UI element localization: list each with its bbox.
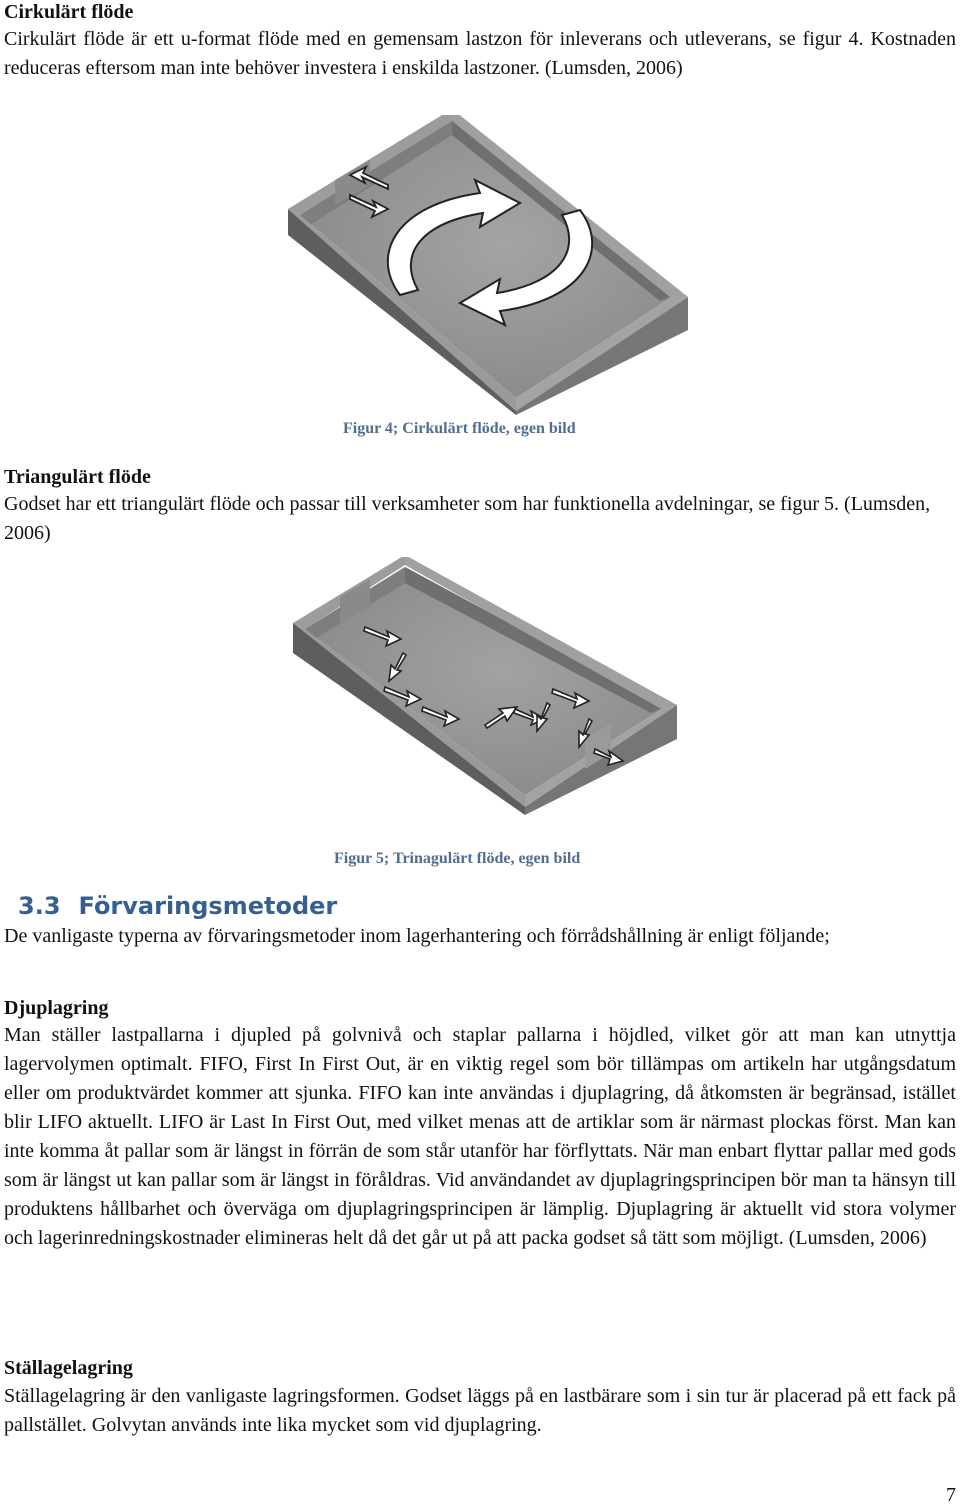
- section-number: 3.3: [18, 892, 61, 920]
- heading-deep-storage: Djuplagring: [4, 997, 109, 1019]
- paragraph-storage-intro: De vanligaste typerna av förvaringsmetoder inom lagerhantering och förrådshållning är enligt följande;: [4, 925, 830, 947]
- section-title: Förvaringsmetoder: [78, 892, 338, 920]
- heading-rack-storage: Ställagelagring: [4, 1357, 133, 1379]
- warehouse-box: [288, 115, 688, 415]
- heading-circular-flow: Cirkulärt flöde: [4, 1, 134, 23]
- paragraph-rack-storage: Ställagelagring är den vanligaste lagringsformen. Godset läggs på en lastbärare som i sin tur är placerad på ett fack på pallstället. Golvytan används inte lika mycket som vid djuplagring.: [4, 1385, 956, 1436]
- caption-figure-4: Figur 4; Cirkulärt flöde, egen bild: [343, 420, 576, 437]
- paragraph-circular-flow: Cirkulärt flöde är ett u-format flöde med en gemensam lastzon för inleverans och utleverans, se figur 4. Kostnaden reduceras eftersom man inte behöver investera i enskilda lastzoner. (Lumsden, 2006): [4, 28, 956, 79]
- paragraph-deep-storage: Man ställer lastpallarna i djupled på golvnivå och staplar pallarna i höjdled, vilket gör att man kan utnyttja lagervolymen optimalt. FIFO, First In First Out, är en viktig regel som bör tillämpas om artikeln har utgångsdatum eller om produktvärdet kommer att sjunka. FIFO kan inte användas i djuplagring, då åtkomsten är begränsad, istället blir LIFO aktuellt. LIFO är Last In First Out, med vilket menas att de artiklar som är närmast plockas först. Man kan inte komma åt pallar som är längst in förrän de som står utanför har förflyttats. När man enbart flyttar pallar med gods som är längst ut kan pallar som är längst in föråldras. Vid användandet av djuplagringsprincipen bör man ta hänsyn till produktens hållbarhet och överväga om djuplagringsprincipen är lämplig. Djuplagring är aktuellt vid stora volymer och lagerinredningskostnader elimineras helt då det går ut på att packa godset så tätt som möjligt. (Lumsden, 2006): [4, 1024, 956, 1249]
- paragraph-triangular-flow: Godset har ett triangulärt flöde och passar till verksamheter som har funktionella avdelningar, se figur 5. (Lumsden, 2006): [4, 493, 931, 544]
- caption-figure-5: Figur 5; Trinagulärt flöde, egen bild: [334, 850, 581, 867]
- figure-triangular-flow: [285, 557, 705, 827]
- section-heading-storage-methods: [18, 889, 337, 923]
- warehouse-box: [293, 557, 677, 815]
- page-number: 7: [946, 1484, 956, 1506]
- figure-circular-flow: [280, 115, 700, 415]
- heading-triangular-flow: Triangulärt flöde: [4, 466, 151, 488]
